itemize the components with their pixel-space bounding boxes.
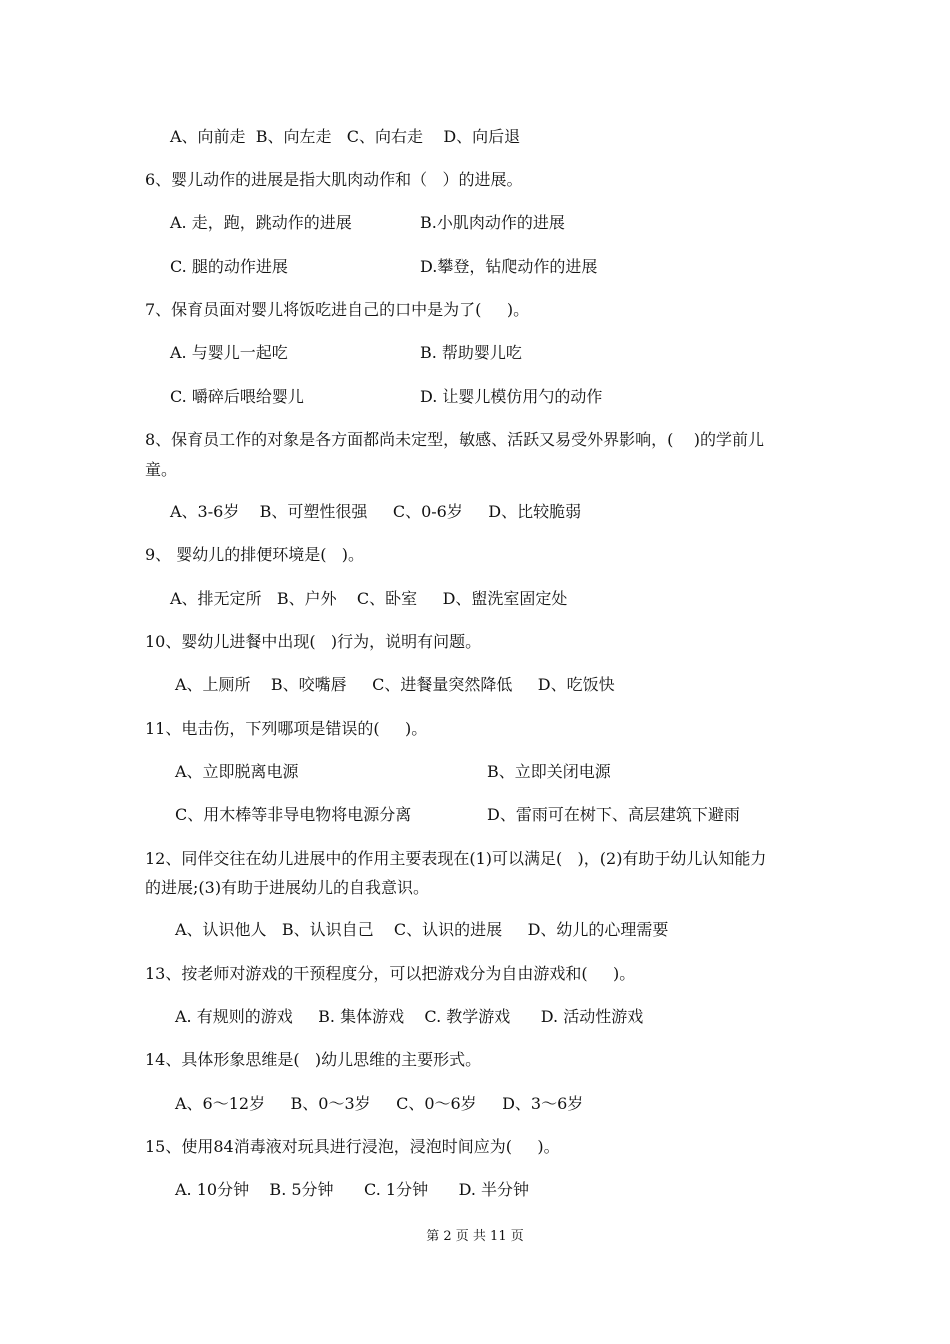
q11-option-c: C、用木棒等非导电物将电源分离 xyxy=(175,805,412,824)
q12-question: 12、同伴交往在幼儿进展中的作用主要表现在(1)可以满足( )，(2)有助于幼儿认知能力 xyxy=(145,849,767,868)
q8-question-cont: 童。 xyxy=(145,460,178,479)
q11-option-b: B、立即关闭电源 xyxy=(487,762,611,781)
q6-option-a: A. 走，跑，跳动作的进展 xyxy=(170,213,352,232)
q7-question: 7、保育员面对婴儿将饭吃进自己的口中是为了( )。 xyxy=(145,300,530,319)
q7-option-a: A. 与婴儿一起吃 xyxy=(170,343,288,362)
q11-option-a: A、立即脱离电源 xyxy=(175,762,299,781)
q6-option-d: D.攀登，钻爬动作的进展 xyxy=(420,257,598,276)
page-number: 第 2 页 共 11 页 xyxy=(426,1229,524,1244)
q15-question: 15、使用84消毒液对玩具进行浸泡，浸泡时间应为( )。 xyxy=(145,1137,560,1156)
q13-question: 13、按老师对游戏的干预程度分，可以把游戏分为自由游戏和( )。 xyxy=(145,964,636,983)
q9-options: A、排无定所 B、户外 C、卧室 D、盥洗室固定处 xyxy=(170,589,568,608)
q7-option-b: B. 帮助婴儿吃 xyxy=(420,343,522,362)
q6-question: 6、婴儿动作的进展是指大肌肉动作和（ ）的进展。 xyxy=(145,170,523,189)
q7-option-c: C. 嚼碎后喂给婴儿 xyxy=(170,387,304,406)
q8-options: A、3-6岁 B、可塑性很强 C、0-6岁 D、比较脆弱 xyxy=(170,502,582,521)
q8-question: 8、保育员工作的对象是各方面都尚未定型，敏感、活跃又易受外界影响，( )的学前儿 xyxy=(145,430,765,449)
q5-options: A、向前走 B、向左走 C、向右走 D、向后退 xyxy=(170,127,521,146)
q6-option-b: B.小肌肉动作的进展 xyxy=(420,213,565,232)
q13-options: A. 有规则的游戏 B. 集体游戏 C. 教学游戏 D. 活动性游戏 xyxy=(175,1007,644,1026)
q14-options: A、6～12岁 B、0～3岁 C、0～6岁 D、3～6岁 xyxy=(175,1094,584,1113)
q10-options: A、上厕所 B、咬嘴唇 C、进餐量突然降低 D、吃饭快 xyxy=(175,675,615,694)
q9-question: 9、 婴幼儿的排便环境是( )。 xyxy=(145,545,365,564)
q12-question-cont: 的进展;(3)有助于进展幼儿的自我意识。 xyxy=(145,878,430,897)
q12-options: A、认识他人 B、认识自己 C、认识的进展 D、幼儿的心理需要 xyxy=(175,920,669,939)
q14-question: 14、具体形象思维是( )幼儿思维的主要形式。 xyxy=(145,1050,482,1069)
q11-option-d: D、雷雨可在树下、高层建筑下避雨 xyxy=(487,805,740,824)
q10-question: 10、婴幼儿进餐中出现( )行为，说明有问题。 xyxy=(145,632,482,651)
q11-question: 11、电击伤，下列哪项是错误的( )。 xyxy=(145,719,428,738)
q7-option-d: D. 让婴儿模仿用勺的动作 xyxy=(420,387,603,406)
q15-options: A. 10分钟 B. 5分钟 C. 1分钟 D. 半分钟 xyxy=(175,1180,530,1199)
q6-option-c: C. 腿的动作进展 xyxy=(170,257,288,276)
